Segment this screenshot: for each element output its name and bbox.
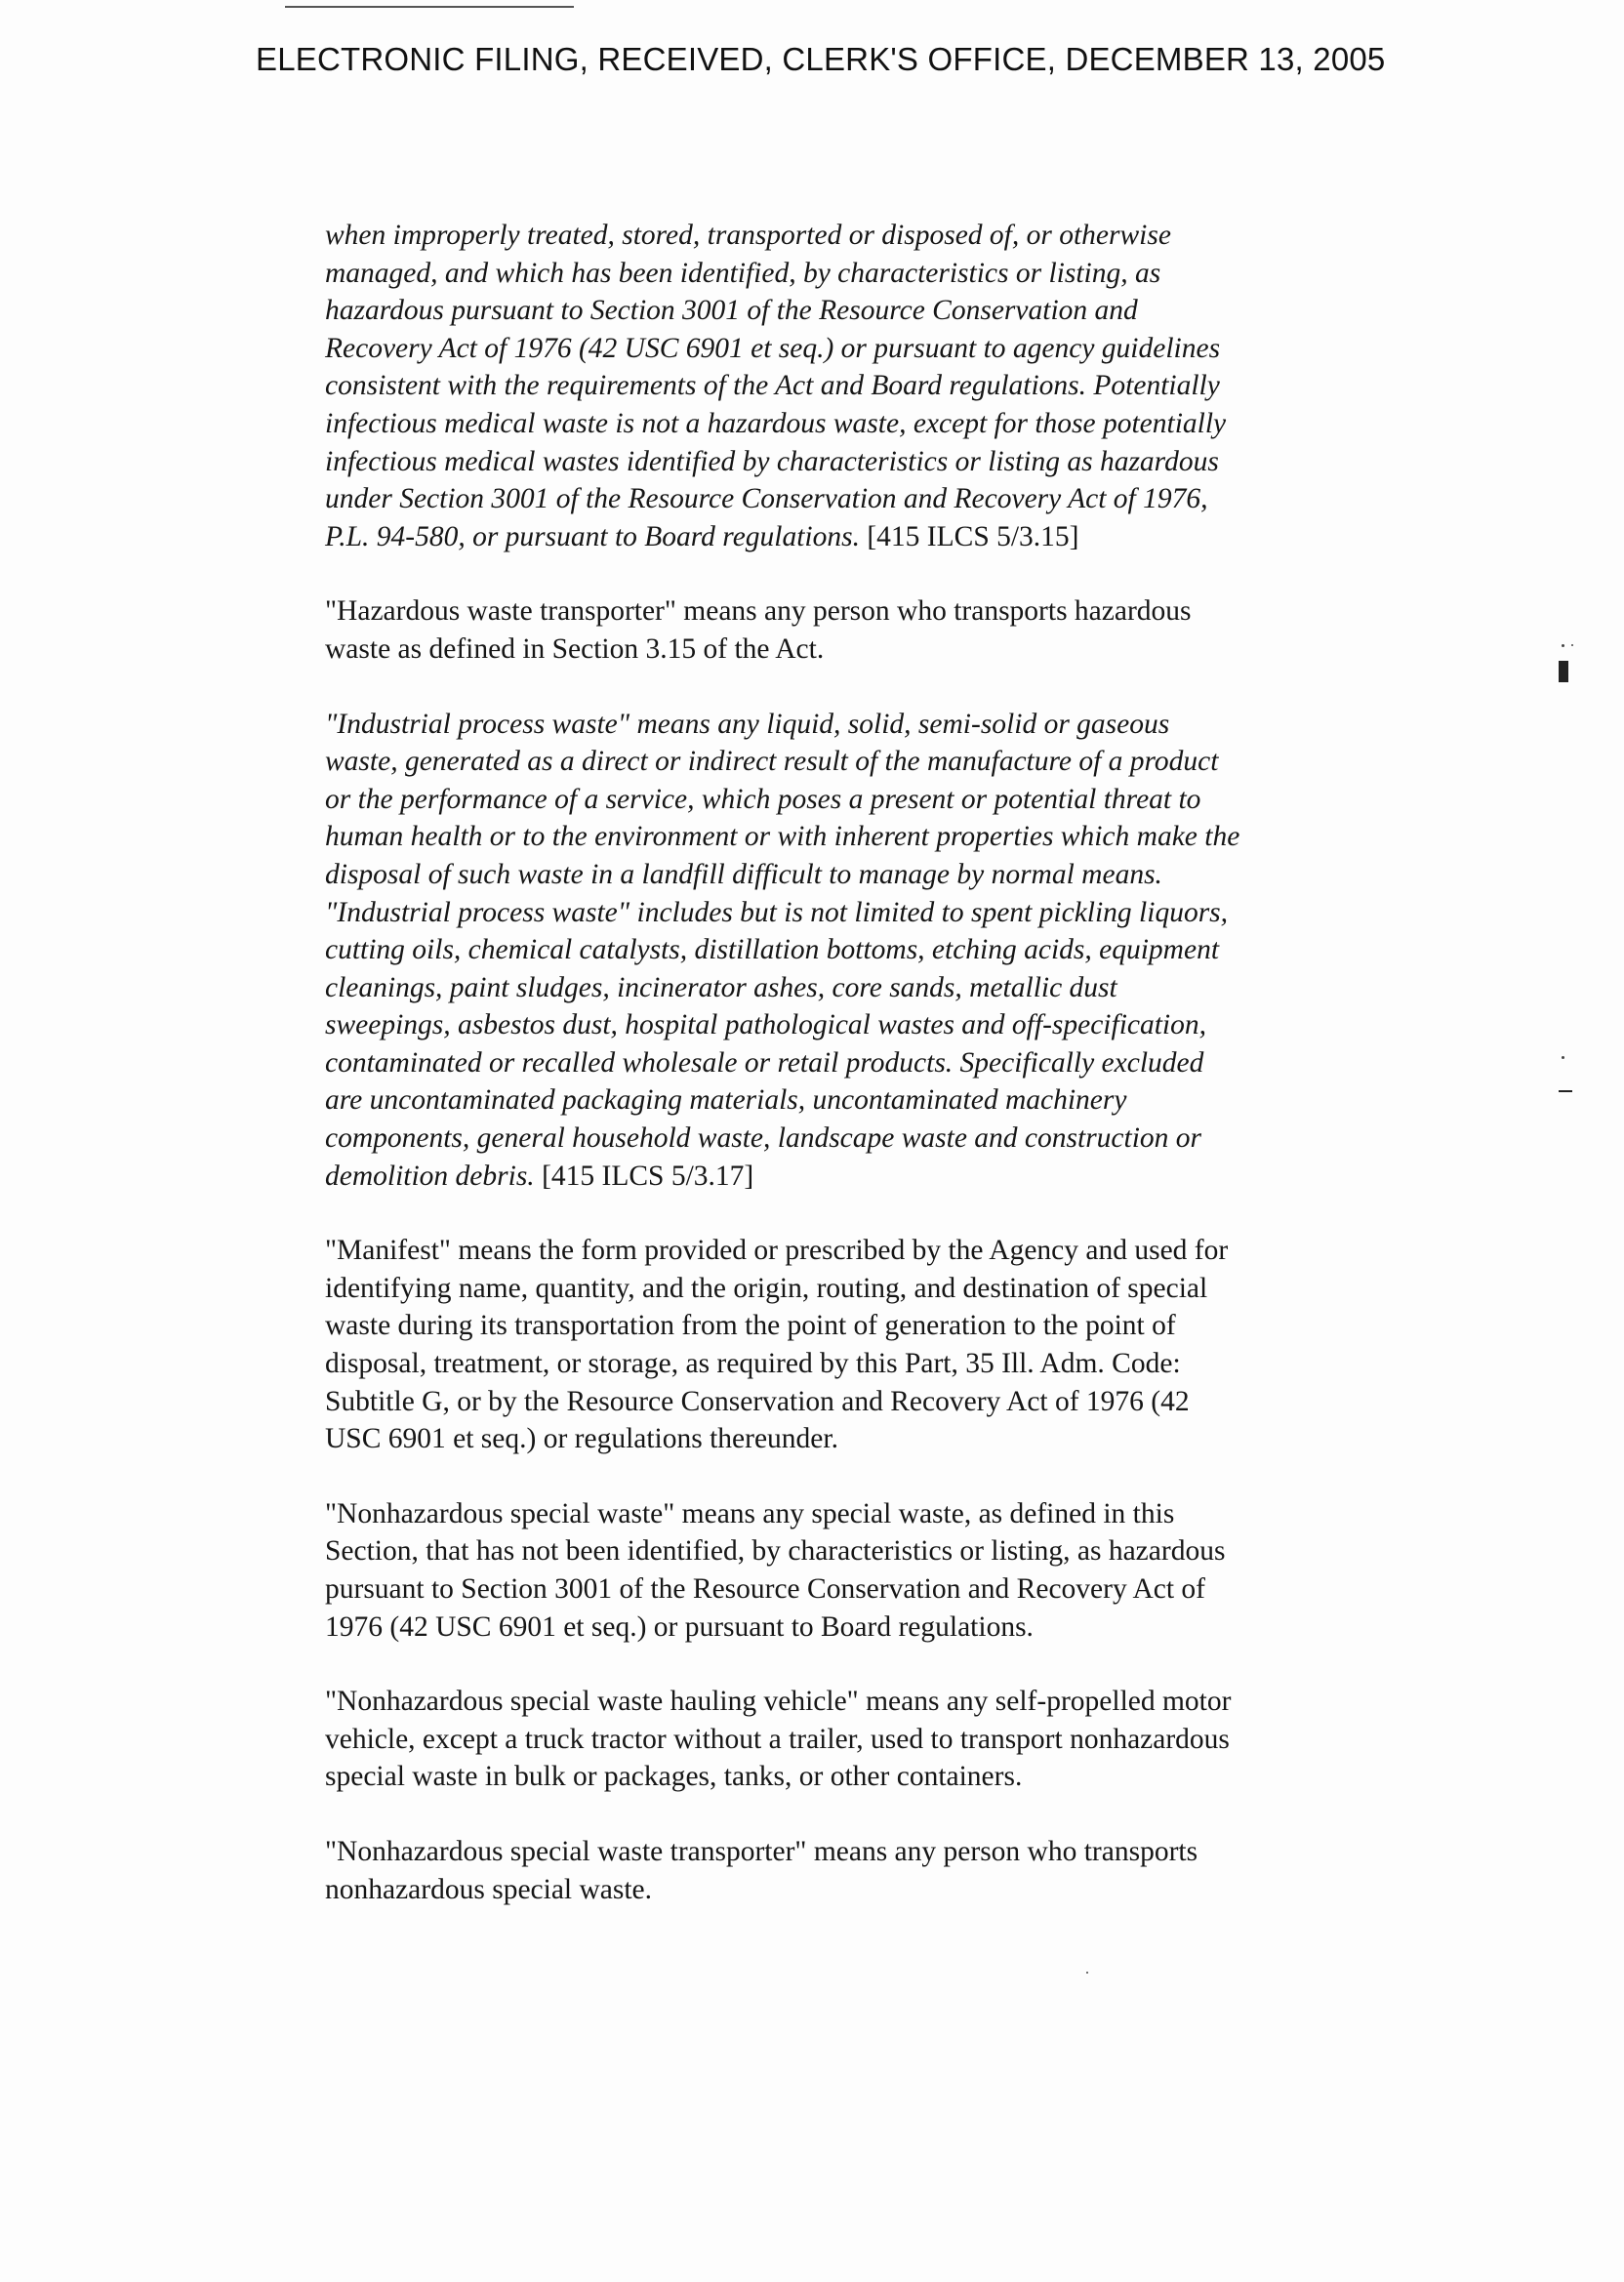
italic-statutory-text: waste, generated as a direct or indirect result of the manufacture of a product xyxy=(325,746,1219,778)
italic-statutory-text: consistent with the requirements of the Act and Board regulations. Potentially xyxy=(325,370,1220,402)
roman-text: pursuant to Section 3001 of the Resource Conservation and Recovery Act of xyxy=(325,1573,1205,1605)
text-line xyxy=(325,367,1389,405)
roman-text: "Manifest" means the form provided or prescribed by the Agency and used for xyxy=(325,1235,1229,1267)
roman-text: [415 ILCS 5/3.15] xyxy=(859,520,1079,552)
text-line xyxy=(325,969,1389,1007)
text-line xyxy=(325,1006,1389,1044)
italic-statutory-text: cutting oils, chemical catalysts, distillation bottoms, etching acids, equipment xyxy=(325,934,1220,966)
roman-text: special waste in bulk or packages, tanks, or other containers. xyxy=(325,1761,1023,1793)
text-line xyxy=(325,1081,1389,1120)
roman-text: "Nonhazardous special waste hauling vehicle" means any self-propelled motor xyxy=(325,1686,1232,1718)
text-line xyxy=(325,1721,1389,1759)
text-line xyxy=(325,743,1389,781)
page-scan-speck xyxy=(1086,1972,1088,1974)
text-line xyxy=(325,1232,1389,1270)
text-line xyxy=(325,706,1389,744)
definition-paragraph xyxy=(325,217,1389,555)
roman-text: nonhazardous special waste. xyxy=(325,1873,653,1905)
roman-text: "Hazardous waste transporter" means any person who transports hazardous xyxy=(325,595,1192,628)
roman-text: USC 6901 et seq.) or regulations thereunder. xyxy=(325,1423,838,1455)
text-line xyxy=(325,1420,1389,1458)
text-line xyxy=(325,1833,1389,1871)
margin-scan-speck xyxy=(1571,644,1573,646)
text-line xyxy=(325,894,1389,932)
text-line xyxy=(325,1044,1389,1082)
filing-stamp-header: ELECTRONIC FILING, RECEIVED, CLERK'S OFFICE, DECEMBER 13, 2005 xyxy=(256,41,1386,77)
text-line xyxy=(325,443,1389,481)
definition-paragraph xyxy=(325,1833,1389,1908)
definition-paragraph xyxy=(325,1683,1389,1796)
text-line xyxy=(325,781,1389,819)
roman-text: identifying name, quantity, and the origin, routing, and destination of special xyxy=(325,1272,1208,1304)
italic-statutory-text: contaminated or recalled wholesale or retail products. Specifically excluded xyxy=(325,1046,1204,1079)
italic-statutory-text: are uncontaminated packaging materials, uncontaminated machinery xyxy=(325,1084,1127,1117)
text-line xyxy=(325,1307,1389,1345)
margin-scan-mark xyxy=(1559,661,1568,682)
roman-text: Section, that has not been identified, by characteristics or listing, as hazardous xyxy=(325,1535,1226,1568)
italic-statutory-text: or the performance of a service, which poses a present or potential threat to xyxy=(325,783,1201,815)
italic-statutory-text: human health or to the environment or with inherent properties which make the xyxy=(325,821,1240,853)
italic-statutory-text: disposal of such waste in a landfill difficult to manage by normal means. xyxy=(325,858,1162,890)
italic-statutory-text: under Section 3001 of the Resource Conservation and Recovery Act of 1976, xyxy=(325,483,1208,515)
text-line xyxy=(325,255,1389,293)
italic-statutory-text: infectious medical waste is not a hazardous waste, except for those potentially xyxy=(325,407,1227,439)
italic-statutory-text: "Industrial process waste" means any liquid, solid, semi-solid or gaseous xyxy=(325,708,1170,740)
italic-statutory-text: when improperly treated, stored, transported or disposed of, or otherwise xyxy=(325,220,1171,251)
text-line xyxy=(325,931,1389,969)
text-line xyxy=(325,480,1389,518)
italic-statutory-text: infectious medical wastes identified by characteristics or listing as hazardous xyxy=(325,445,1219,477)
text-line xyxy=(325,518,1389,556)
text-line xyxy=(325,1570,1389,1609)
text-line xyxy=(325,1495,1389,1533)
roman-text: vehicle, except a truck tractor without a trailer, used to transport nonhazardous xyxy=(325,1723,1230,1755)
italic-statutory-text: managed, and which has been identified, by characteristics or listing, as xyxy=(325,257,1161,289)
roman-text: disposal, treatment, or storage, as required by this Part, 35 Ill. Adm. Code: xyxy=(325,1348,1181,1380)
roman-text: waste during its transportation from the point of generation to the point of xyxy=(325,1310,1176,1342)
text-line xyxy=(325,818,1389,856)
italic-statutory-text: demolition debris. xyxy=(325,1160,535,1192)
roman-text: waste as defined in Section 3.15 of the Act. xyxy=(325,632,825,665)
text-line xyxy=(325,1383,1389,1421)
italic-statutory-text: hazardous pursuant to Section 3001 of the Resource Conservation and xyxy=(325,295,1138,327)
top-scan-rule xyxy=(285,6,574,8)
text-line xyxy=(325,592,1389,631)
roman-text: [415 ILCS 5/3.17] xyxy=(534,1160,754,1192)
definition-paragraph xyxy=(325,1232,1389,1458)
text-line xyxy=(325,1609,1389,1647)
text-line xyxy=(325,1758,1389,1796)
text-line xyxy=(325,1158,1389,1196)
italic-statutory-text: Recovery Act of 1976 (42 USC 6901 et seq.) or pursuant to agency guidelines xyxy=(325,332,1221,364)
text-line xyxy=(325,1683,1389,1721)
roman-text: "Nonhazardous special waste" means any special waste, as defined in this xyxy=(325,1497,1175,1529)
roman-text: "Nonhazardous special waste transporter" means any person who transports xyxy=(325,1835,1198,1867)
definition-paragraph xyxy=(325,706,1389,1196)
italic-statutory-text: "Industrial process waste" includes but is not limited to spent pickling liquors, xyxy=(325,896,1229,928)
margin-scan-speck xyxy=(1562,1056,1564,1059)
italic-statutory-text: P.L. 94-580, or pursuant to Board regulations. xyxy=(325,520,860,552)
definitions-body xyxy=(325,217,1389,1945)
text-line xyxy=(325,1345,1389,1383)
margin-scan-dash xyxy=(1559,1090,1572,1092)
text-line xyxy=(325,1532,1389,1570)
text-line xyxy=(325,1120,1389,1158)
text-line xyxy=(325,856,1389,894)
text-line xyxy=(325,405,1389,443)
italic-statutory-text: components, general household waste, landscape waste and construction or xyxy=(325,1122,1202,1155)
text-line xyxy=(325,217,1389,255)
roman-text: 1976 (42 USC 6901 et seq.) or pursuant to Board regulations. xyxy=(325,1610,1034,1643)
italic-statutory-text: sweepings, asbestos dust, hospital pathological wastes and off-specification, xyxy=(325,1009,1207,1041)
text-line xyxy=(325,1270,1389,1308)
italic-statutory-text: cleanings, paint sludges, incinerator ashes, core sands, metallic dust xyxy=(325,971,1117,1003)
text-line xyxy=(325,1871,1389,1909)
definition-paragraph xyxy=(325,592,1389,668)
roman-text: Subtitle G, or by the Resource Conservation and Recovery Act of 1976 (42 xyxy=(325,1385,1190,1417)
definition-paragraph xyxy=(325,1495,1389,1646)
text-line xyxy=(325,330,1389,368)
text-line xyxy=(325,292,1389,330)
margin-scan-speck xyxy=(1562,644,1564,647)
text-line xyxy=(325,631,1389,669)
